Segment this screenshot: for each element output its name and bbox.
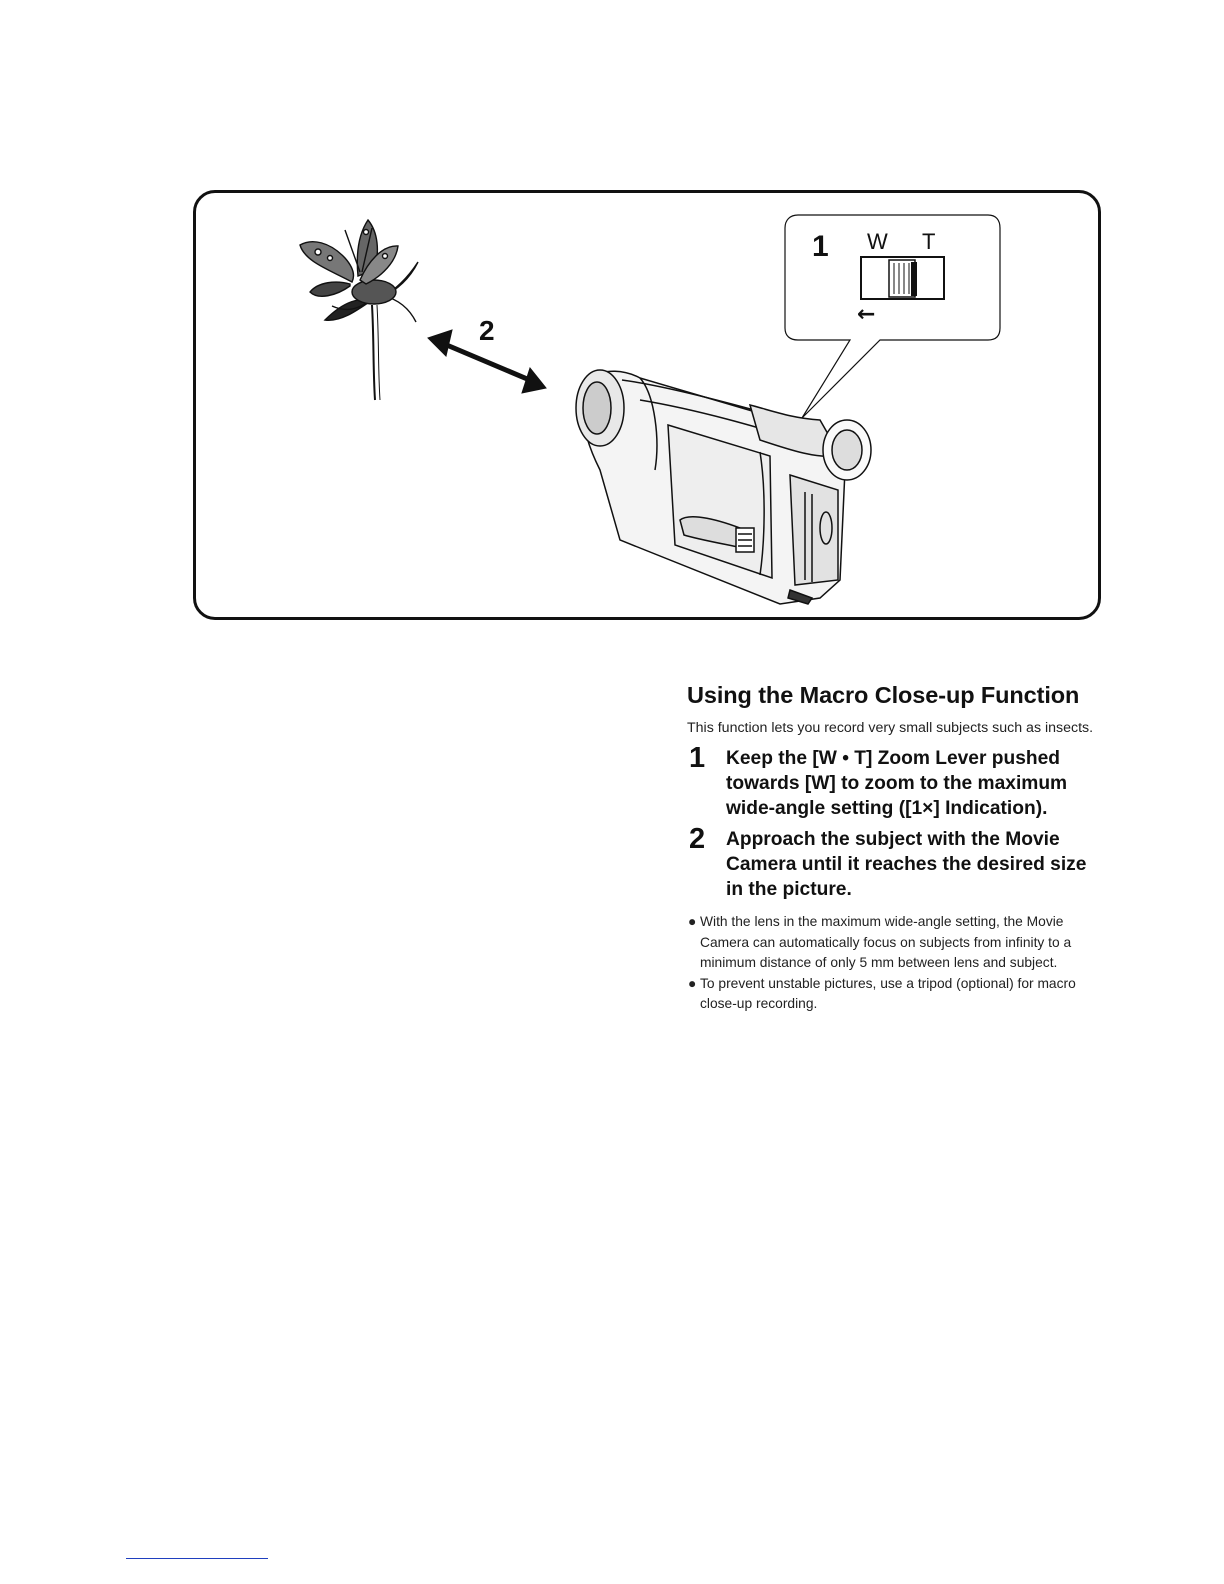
step-number: 2	[689, 823, 706, 855]
macro-illustration	[0, 0, 1224, 640]
note-text: With the lens in the maximum wide-angle setting, the Movie Camera can automatically focus on subjects from infinity to a minimum distance of only 5 mm between lens and subject.	[700, 914, 1072, 970]
note-item	[687, 974, 1107, 1015]
note-text: To prevent unstable pictures, use a tripod (optional) for macro close-up recording.	[700, 975, 1076, 1011]
left-arrow-icon: ←	[857, 302, 876, 327]
section-title: Using the Macro Close-up Function	[687, 682, 1080, 708]
notes-list	[687, 912, 1107, 1015]
zoom-lever-icon	[889, 260, 917, 297]
step-2-label: 2	[479, 315, 495, 346]
instruction-column	[687, 682, 1107, 1015]
bullet-icon: ●	[688, 914, 697, 929]
butterfly-flower-icon	[300, 220, 418, 400]
footer-rule	[126, 1558, 268, 1559]
tele-label: T	[922, 229, 936, 254]
step-1-label: 1	[812, 230, 829, 263]
zoom-callout	[785, 215, 1000, 418]
step-1	[687, 742, 1107, 821]
step-2	[687, 823, 1107, 902]
step-number: 1	[689, 742, 706, 774]
note-item	[687, 912, 1107, 974]
step-text: Approach the subject with the Movie Camera until it reaches the desired size in the picture.	[726, 829, 1087, 900]
bullet-icon: ●	[688, 975, 697, 991]
intro-text: This function lets you record very small subjects such as insects.	[687, 720, 1094, 736]
movie-camera-icon	[576, 370, 871, 604]
step-text: Keep the [W • T] Zoom Lever pushed towards [W] to zoom to the maximum wide-angle setting ([1×] Indication).	[726, 748, 1068, 819]
wide-label: W	[867, 229, 888, 254]
